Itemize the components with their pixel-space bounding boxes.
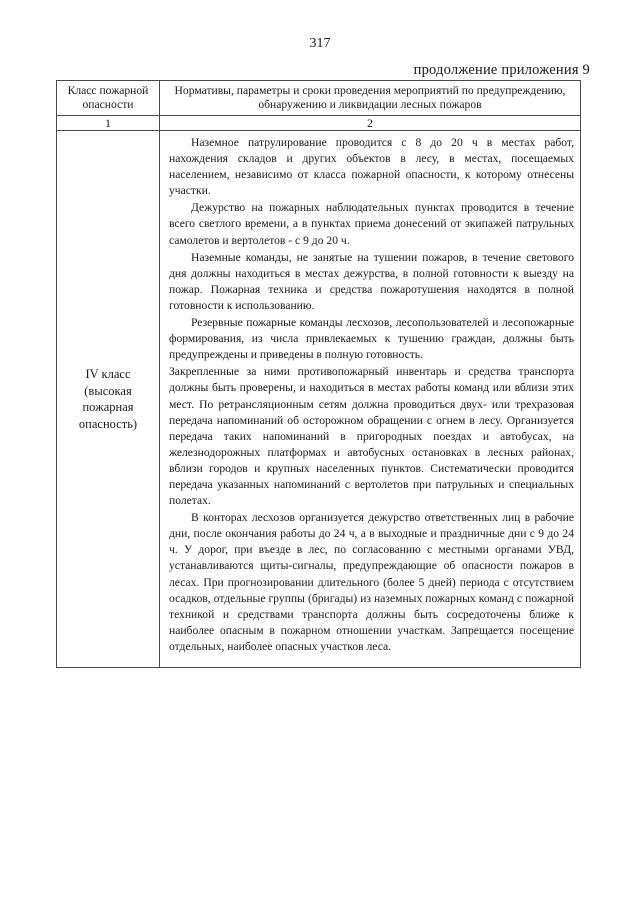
header-norms: Нормативы, параметры и сроки проведения мероприятий по предупреждению, обнаружению и ликвидации лесных пожаров <box>160 81 581 116</box>
header-class: Класс пожарной опасности <box>57 81 160 116</box>
hazard-class-line: пожарная <box>82 400 134 414</box>
table-header-row <box>57 81 581 116</box>
column-number-row <box>57 116 581 131</box>
hazard-class-line: опасность) <box>78 416 138 431</box>
norms-paragraph: Дежурство на пожарных наблюдательных пунктах проводится в течение всего светлого времени, а в пунктах приема донесений от экипажей патрульных самолетов и вертолетов - с 9 до 20 ч. <box>169 201 574 247</box>
norms-paragraph: Резервные пожарные команды лесхозов, лесопользователей и лесопожарные формирования, из числа привлекаемых к тушению граждан, должны быть предупреждены и приведены в полную готовность. <box>169 316 574 362</box>
hazard-class-line: IV класс <box>85 367 131 381</box>
column-number-1: 1 <box>57 116 160 131</box>
table-row <box>57 131 581 668</box>
hazard-class-line: (высокая <box>84 383 132 398</box>
norms-paragraph: Наземные команды, не занятые на тушении пожаров, в течение светового дня должны находиться в местах дежурства, в полной готовности к выезду на пожар. Пожарная техника и средства пожаротушения находятся в полной готовности к использованию. <box>169 250 574 312</box>
norms-paragraph: Закрепленные за ними противопожарный инвентарь и средства транспорта должны быть проверены, и находиться в местах работы команд или вблизи этих мест. По ретрансляционным сетям должна проводиться двух- или трехразовая передача напоминаний об осторожном обращении с огнем в лесу. Организуется передача таких напоминаний в пригородных поездах и автобусах, на железнодорожных платформах и автобусных остановках в лесных районах, вблизи городов и крупных населенных пунктов. Систематически проводится передача указанных напоминаний с вертолетов при патрульных и специальных полетах. <box>169 365 574 508</box>
norms-cell <box>160 131 581 668</box>
hazard-class-cell <box>57 131 160 668</box>
column-number-2: 2 <box>160 116 581 131</box>
page-number: 317 <box>309 36 331 51</box>
continuation-label: продолжение приложения 9 <box>413 62 590 78</box>
norms-paragraph: В конторах лесхозов организуется дежурство ответственных лиц в рабочие дни, после окончания работы до 24 ч, а в выходные и праздничные дни с 9 до 24 ч. У дорог, при въезде в лес, по согласованию с местными органами УВД, устанавливаются щиты-сигналы, предупреждающие об опасности пожаров в лесах. При прогнозировании длительного (более 5 дней) периода с отсутствием осадков, отдельные группы (бригады) из наземных пожарных команд с пожарной техникой и средствами транспорта должны быть сосредоточены ближе к наиболее опасным в пожарном отношении участкам. Запрещается посещение отдельных, наиболее опасных участков леса. <box>169 511 574 653</box>
fire-hazard-table <box>56 80 581 668</box>
norms-paragraph: Наземное патрулирование проводится с 8 до 20 ч в местах работ, нахождения складов и других объектов в лесу, в местах, посещаемых населением, независимо от класса пожарной опасности, к которому отнесены участки. <box>169 136 574 198</box>
